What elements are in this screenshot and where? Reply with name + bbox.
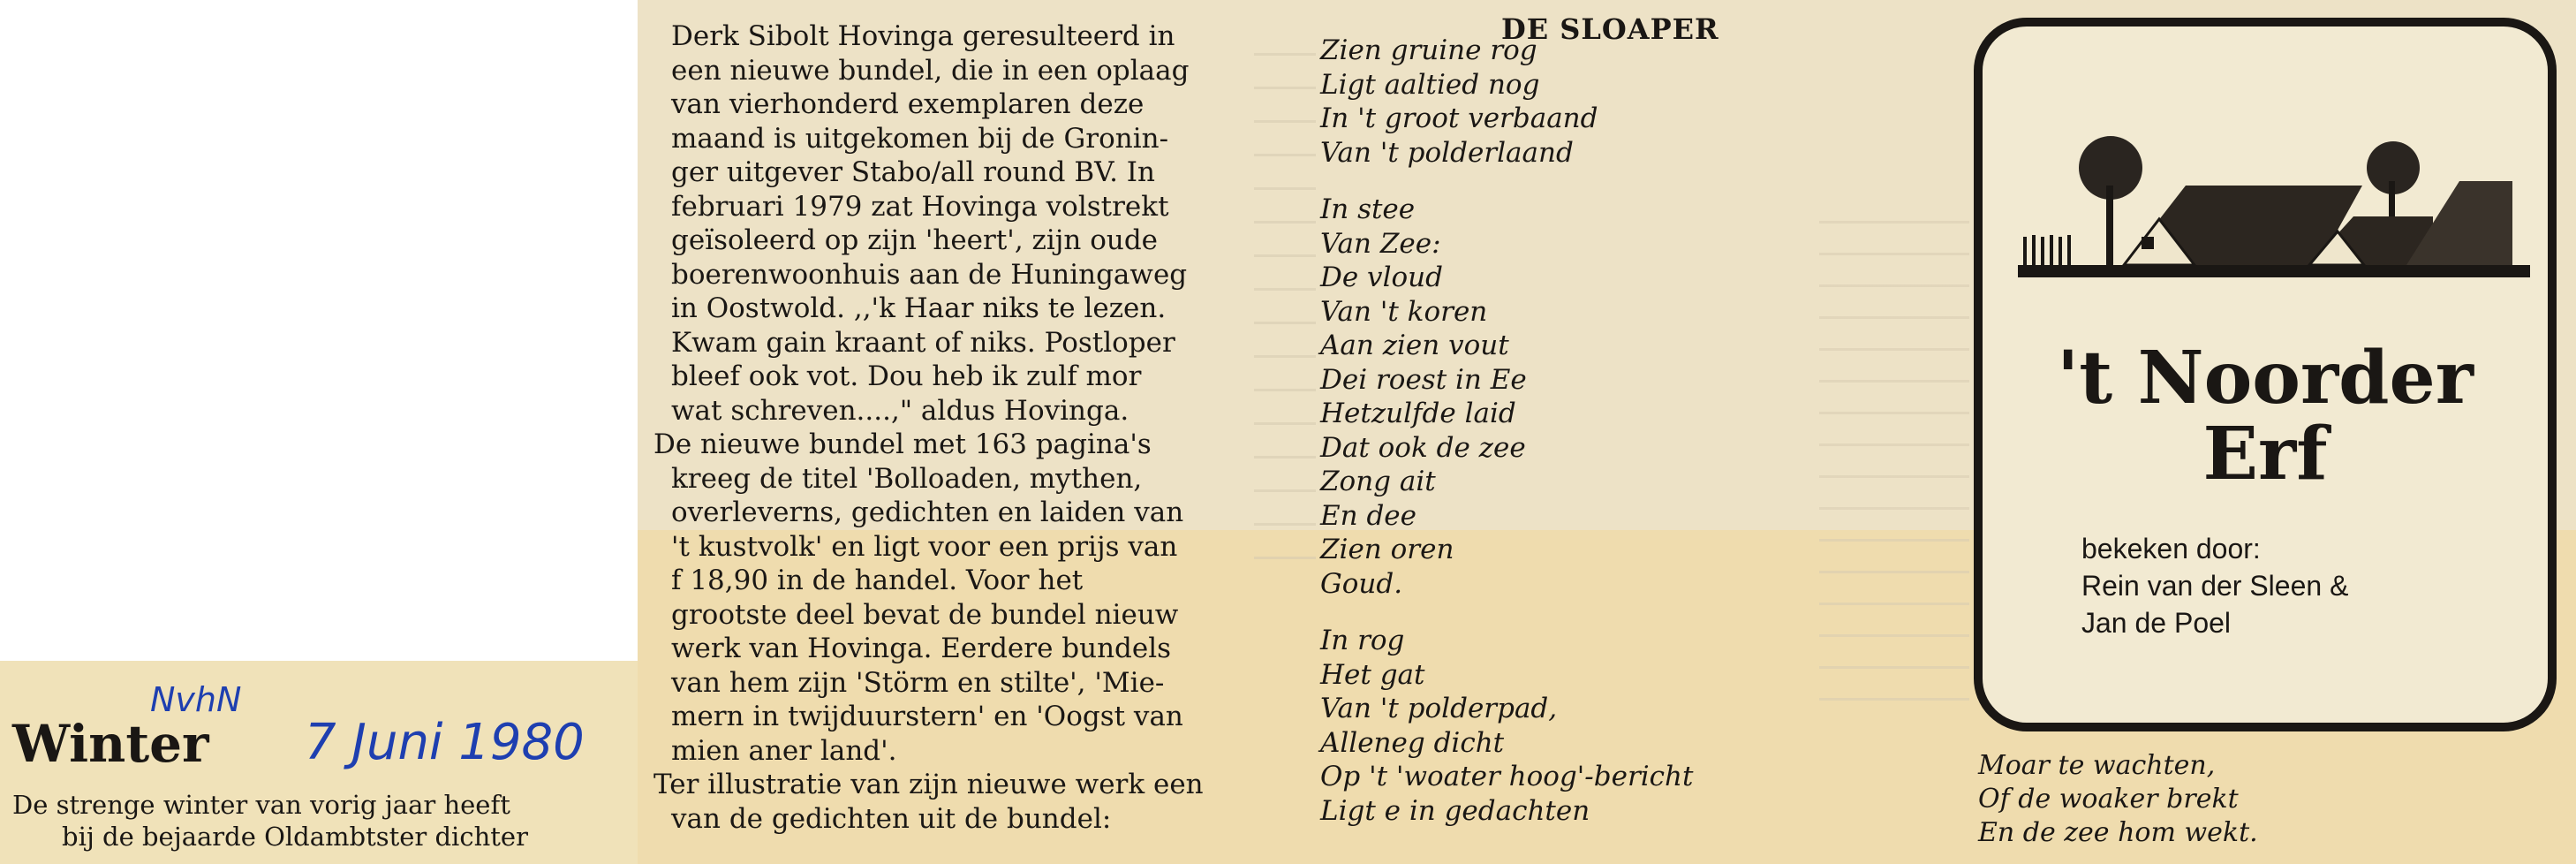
article-line: Ter illustratie van zijn nieuwe werk een [653,769,1204,800]
article-line: mern in twijduurstern' en 'Oogst van [671,701,1183,732]
poem-closing [1978,749,2258,850]
poem-line: Van 't koren [1320,295,1488,328]
poem-line: Van Zee: [1320,227,1441,260]
handwritten-source-note: NvhN [150,680,242,719]
bleed-through-texture-right [1819,221,1969,716]
poem-line: In rog [1320,625,1405,656]
article-line: van hem zijn 'Störm en stilte', 'Mie- [671,666,1165,699]
article-line: een nieuwe bundel, die in een oplaag [671,54,1190,87]
article-line: in Oostwold. ,,'k Haar niks te lezen. [671,292,1167,324]
poem-line: Van 't polderpad, [1320,693,1558,724]
poem-line: De vloud [1320,261,1443,293]
article-line: mien aner land'. [671,734,897,767]
column-authors [2081,530,2348,641]
article-line: werk van Hovinga. Eerdere bundels [671,633,1172,664]
column-logo-title [1983,336,2548,496]
poem-title: DE SLOAPER [1501,12,1719,46]
logo-title-line: Erf [2202,412,2328,496]
poem-stanza [1320,624,1815,828]
handwritten-date: 7 Juni 1980 [305,714,585,771]
poem-line: Hetzulfde laid [1320,398,1516,429]
article-body [653,19,1254,836]
intro-line: bij de bejaarde Oldambtster dichter [62,822,528,852]
article-line: 't kustvolk' en ligt voor een prijs van [671,530,1178,563]
poem-line: Zong ait [1320,466,1436,497]
poem-line: Aan zien vout [1320,330,1509,361]
poem-line: Zien gruine rog [1320,34,1537,66]
logo-title-line: 't Noorder [2057,336,2474,421]
article-line: boerenwoonhuis aan de Huningaweg [671,258,1188,291]
poem-line: Alleneg dicht [1320,726,1505,759]
poem-line: Van 't polderlaand [1320,136,1574,169]
poem-line: En de zee hom wekt. [1978,817,2258,848]
poem-line: Goud. [1320,567,1403,600]
article-line: geïsoleerd op zijn 'heert', zijn oude [671,224,1159,256]
article-intro [12,789,613,853]
column-logo-box [1974,18,2557,731]
article-line: ger uitgever Stabo/all round BV. In [671,156,1155,188]
authors-label: bekeken door: [2081,533,2261,565]
poem-line: Ligt aaltied nog [1320,68,1540,101]
poem-line: In 't groot verbaand [1320,102,1598,134]
article-line: f 18,90 in de handel. Voor het [671,565,1084,596]
article-title: Winter [12,714,209,774]
article-line: Kwam gain kraant of niks. Postloper [671,326,1175,359]
author-line: Jan de Poel [2081,607,2232,639]
poem-line: Zien oren [1320,534,1454,565]
poem-line: Moar te wachten, [1978,750,2216,781]
article-line: Derk Sibolt Hovinga geresulteerd in [671,20,1175,52]
farmhouse-illustration-icon [2018,133,2530,309]
poem-line: En dee [1320,499,1416,532]
poem-line: Dat ook de zee [1320,431,1526,464]
poem-stanza [1320,193,1815,601]
poem-body [1320,19,1815,851]
poem-line: Dei roest in Ee [1320,363,1527,396]
article-line: bleef ook vot. Dou heb ik zulf mor [671,360,1142,392]
article-line: van de gedichten uit de bundel: [671,802,1112,835]
poem-line: Op 't 'woater hoog'-bericht [1320,761,1694,792]
article-line: kreeg de titel 'Bolloaden, mythen, [671,462,1143,495]
bleed-through-texture [1254,53,1316,583]
poem-stanza [1320,34,1815,170]
author-line: Rein van der Sleen & [2081,570,2349,602]
poem-line: In stee [1320,193,1416,225]
article-line: grootste deel bevat de bundel nieuw [671,598,1179,631]
article-line: februari 1979 zat Hovinga volstrekt [671,190,1169,223]
poem-line: Ligt e in gedachten [1320,794,1590,827]
article-line: De nieuwe bundel met 163 pagina's [653,428,1152,460]
intro-line: De strenge winter van vorig jaar heeft [12,790,510,820]
poem-line: Of de woaker brekt [1978,784,2239,815]
article-line: overleverns, gedichten en laiden van [671,496,1184,528]
article-line: van vierhonderd exemplaren deze [671,88,1144,120]
article-line: wat schreven....," aldus Hovinga. [671,394,1129,427]
article-line: maand is uitgekomen bij de Gronin- [671,122,1169,155]
poem-line: Het gat [1320,658,1425,691]
